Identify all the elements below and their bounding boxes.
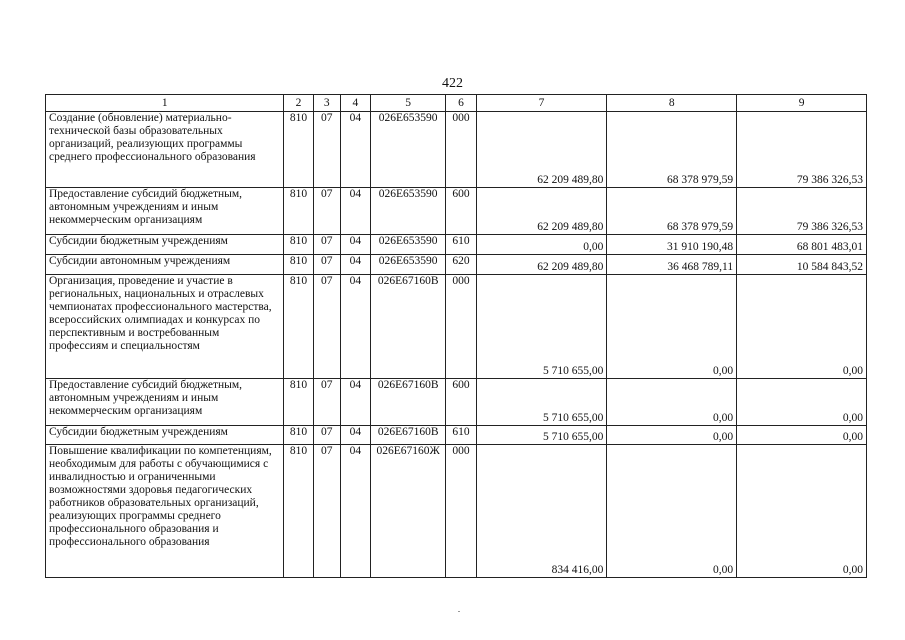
- code-cell: 026E67160В: [370, 379, 445, 426]
- code-cell: 026E653590: [370, 255, 445, 275]
- code-cell: 026E67160В: [370, 426, 445, 445]
- code-cell: 620: [446, 255, 476, 275]
- amount-cell: 5 710 655,00: [476, 379, 607, 426]
- budget-table: [45, 94, 867, 578]
- amount-cell: 5 710 655,00: [476, 275, 607, 379]
- amount-cell: 68 378 979,59: [607, 112, 737, 188]
- code-cell: 000: [446, 445, 476, 578]
- column-header: 2: [284, 95, 313, 112]
- column-header: 3: [313, 95, 340, 112]
- code-cell: 000: [446, 275, 476, 379]
- code-cell: 810: [284, 255, 313, 275]
- code-cell: 026E67160В: [370, 275, 445, 379]
- amount-cell: 68 801 483,01: [737, 235, 867, 255]
- code-cell: 026E653590: [370, 235, 445, 255]
- header-row: [46, 95, 867, 112]
- table-row: [46, 426, 867, 445]
- amount-cell: 62 209 489,80: [476, 112, 607, 188]
- code-cell: 810: [284, 379, 313, 426]
- amount-cell: 0,00: [737, 426, 867, 445]
- column-header: 6: [446, 95, 476, 112]
- code-cell: 610: [446, 235, 476, 255]
- amount-cell: 0,00: [607, 426, 737, 445]
- column-header: 4: [340, 95, 370, 112]
- row-name: Повышение квалификации по компетенциям, необходимым для работы с обучающимися с инвалидностью и ограниченными возможностями здоровья педагогических работников образовательных организаций, реализующих программы среднего профессионального образования и профессионального образования: [46, 445, 284, 578]
- column-header: 5: [370, 95, 445, 112]
- code-cell: 07: [313, 112, 340, 188]
- code-cell: 026E653590: [370, 188, 445, 235]
- code-cell: 04: [340, 235, 370, 255]
- code-cell: 810: [284, 112, 313, 188]
- amount-cell: 0,00: [607, 379, 737, 426]
- code-cell: 04: [340, 445, 370, 578]
- code-cell: 810: [284, 188, 313, 235]
- code-cell: 000: [446, 112, 476, 188]
- row-name: Субсидии бюджетным учреждениям: [46, 426, 284, 445]
- amount-cell: 31 910 190,48: [607, 235, 737, 255]
- code-cell: 04: [340, 188, 370, 235]
- amount-cell: 0,00: [737, 445, 867, 578]
- amount-cell: 10 584 843,52: [737, 255, 867, 275]
- row-name: Предоставление субсидий бюджетным, автономным учреждениям и иным некоммерческим организациям: [46, 379, 284, 426]
- row-name: Создание (обновление) материально-технической базы образовательных организаций, реализующих программы среднего профессионального образования: [46, 112, 284, 188]
- code-cell: 810: [284, 445, 313, 578]
- row-name: Предоставление субсидий бюджетным, автономным учреждениям и иным некоммерческим организациям: [46, 188, 284, 235]
- amount-cell: 79 386 326,53: [737, 112, 867, 188]
- code-cell: 07: [313, 445, 340, 578]
- table-row: [46, 235, 867, 255]
- column-header: 8: [607, 95, 737, 112]
- table-row: [46, 445, 867, 578]
- code-cell: 610: [446, 426, 476, 445]
- code-cell: 04: [340, 275, 370, 379]
- column-header: 9: [737, 95, 867, 112]
- amount-cell: 62 209 489,80: [476, 188, 607, 235]
- code-cell: 07: [313, 188, 340, 235]
- amount-cell: 68 378 979,59: [607, 188, 737, 235]
- amount-cell: 0,00: [607, 275, 737, 379]
- table-row: [46, 112, 867, 188]
- code-cell: 026E653590: [370, 112, 445, 188]
- table-row: [46, 188, 867, 235]
- row-name: Субсидии автономным учреждениям: [46, 255, 284, 275]
- column-header: 1: [46, 95, 284, 112]
- amount-cell: 834 416,00: [476, 445, 607, 578]
- code-cell: 04: [340, 426, 370, 445]
- page-number: 422: [442, 76, 463, 91]
- code-cell: 810: [284, 235, 313, 255]
- code-cell: 04: [340, 112, 370, 188]
- code-cell: 07: [313, 426, 340, 445]
- amount-cell: 79 386 326,53: [737, 188, 867, 235]
- scan-speck: [458, 611, 460, 612]
- table-row: [46, 255, 867, 275]
- code-cell: 04: [340, 255, 370, 275]
- amount-cell: 0,00: [737, 275, 867, 379]
- code-cell: 810: [284, 426, 313, 445]
- row-name: Субсидии бюджетным учреждениям: [46, 235, 284, 255]
- code-cell: 07: [313, 379, 340, 426]
- amount-cell: 5 710 655,00: [476, 426, 607, 445]
- table-row: [46, 275, 867, 379]
- amount-cell: 62 209 489,80: [476, 255, 607, 275]
- code-cell: 07: [313, 255, 340, 275]
- amount-cell: 36 468 789,11: [607, 255, 737, 275]
- amount-cell: 0,00: [476, 235, 607, 255]
- code-cell: 04: [340, 379, 370, 426]
- code-cell: 07: [313, 275, 340, 379]
- amount-cell: 0,00: [607, 445, 737, 578]
- amount-cell: 0,00: [737, 379, 867, 426]
- column-header: 7: [476, 95, 607, 112]
- code-cell: 600: [446, 188, 476, 235]
- code-cell: 600: [446, 379, 476, 426]
- table-row: [46, 379, 867, 426]
- code-cell: 810: [284, 275, 313, 379]
- code-cell: 07: [313, 235, 340, 255]
- row-name: Организация, проведение и участие в региональных, национальных и отраслевых чемпионатах профессионального мастерства, всероссийских олимпиадах и конкурсах по перспективным и востребованным профессиям и специальностям: [46, 275, 284, 379]
- code-cell: 026E67160Ж: [370, 445, 445, 578]
